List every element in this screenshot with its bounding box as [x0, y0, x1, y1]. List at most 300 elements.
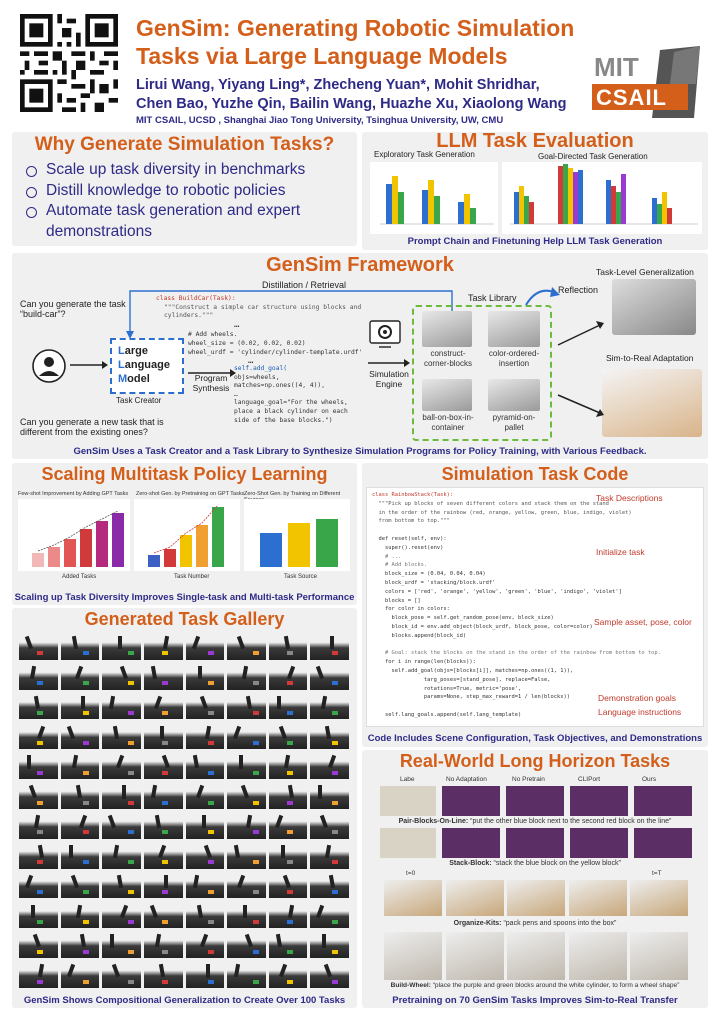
task-object-shape: [128, 830, 134, 834]
eval-right-chart-title: Goal-Directed Task Generation: [538, 152, 648, 161]
task-object-shape: [253, 801, 259, 805]
gallery-thumbnail: [310, 812, 349, 839]
real-task4-text: “place the purple and green blocks around the white cylinder, to form a wheel shape”: [430, 982, 680, 989]
gallery-thumbnail: [19, 842, 58, 869]
real-task3: [366, 920, 704, 927]
task-object-shape: [253, 830, 259, 834]
fw-code-line-5: wheel_urdf = 'cylinder/cylinder-template.urdf': [188, 348, 363, 356]
robot-arm-shape: [78, 815, 86, 829]
task-object-shape: [208, 950, 214, 954]
real-photo: [507, 880, 565, 916]
gallery-thumbnail: [269, 693, 308, 720]
task-object-shape: [128, 980, 134, 984]
gallery-thumbnail: [227, 931, 266, 958]
task-object-shape: [83, 860, 89, 864]
robot-arm-shape: [246, 695, 252, 709]
gallery-thumbnail: [19, 872, 58, 899]
robot-arm-shape: [120, 904, 128, 918]
robot-arm-shape: [158, 845, 166, 859]
robot-arm-shape: [120, 666, 128, 680]
task-object-shape: [287, 711, 293, 715]
robot-arm-shape: [38, 845, 44, 859]
gallery-thumbnail: [19, 723, 58, 750]
robot-arm-shape: [70, 874, 78, 888]
robot-arm-shape: [79, 934, 85, 948]
robot-arm-shape: [288, 785, 294, 799]
robot-arm-shape: [324, 964, 332, 978]
gallery-thumbnail: [227, 723, 266, 750]
real-task2-name: Stack-Block:: [449, 860, 492, 867]
robot-arm-shape: [237, 874, 245, 888]
real-col-cliport: CLIPort: [578, 776, 601, 783]
task-object-shape: [83, 950, 89, 954]
gallery-thumbnail: [144, 723, 183, 750]
gallery-thumbnail: [310, 693, 349, 720]
task-object-shape: [162, 950, 168, 954]
code-line: params=None, step_max_reward=1 / len(blocks)): [372, 694, 570, 701]
gallery-thumbnail: [144, 931, 183, 958]
real-photo: [384, 932, 442, 980]
task-object-shape: [37, 681, 43, 685]
gallery-thumbnail: [144, 872, 183, 899]
gallery-thumbnail: [310, 752, 349, 779]
gallery-thumbnail: [102, 752, 141, 779]
task-object-shape: [128, 681, 134, 685]
gallery-thumbnail: [186, 633, 225, 660]
gallery-grid: [18, 632, 351, 990]
robot-arm-shape: [81, 696, 85, 709]
robot-arm-shape: [202, 815, 206, 828]
llm-language: anguage: [124, 359, 170, 371]
gallery-thumbnail: [227, 872, 266, 899]
robot-arm-shape: [234, 845, 240, 859]
task-object-shape: [162, 980, 168, 984]
code-line: def reset(self, env):: [372, 535, 447, 542]
task-level-label: Task-Level Generalization: [596, 267, 694, 277]
real-panel: [362, 750, 708, 1008]
robot-arm-shape: [75, 785, 81, 799]
robot-arm-shape: [113, 845, 119, 859]
gallery-thumbnail: [102, 812, 141, 839]
task-object-shape: [128, 860, 134, 864]
fw-code-line-9: matches=np.ones((4, 4)),: [234, 382, 325, 390]
task-object-shape: [162, 860, 168, 864]
code-line: colors = ['red', 'orange', 'yellow', 'green', 'blue', 'indigo', 'violet']: [372, 588, 622, 595]
scaling-chart3-xlabel: Task Source: [284, 574, 318, 580]
eval-right-chart: [502, 162, 702, 234]
task-object-shape: [37, 801, 43, 805]
real-row2-img-1: [442, 828, 500, 858]
task-object-shape: [83, 651, 89, 655]
code-panel: [362, 463, 708, 747]
task-creator-label: Task Creator: [116, 396, 162, 405]
code-line: blocks = []: [372, 597, 421, 604]
robot-arm-shape: [206, 964, 210, 977]
framework-question-1: Can you generate the task “build-car”?: [20, 299, 126, 319]
scaling-chart2-xlabel: Task Number: [174, 574, 210, 580]
task-object-shape: [287, 950, 293, 954]
llm-large: arge: [124, 345, 148, 357]
robot-arm-shape: [234, 964, 240, 978]
gallery-thumbnail: [19, 902, 58, 929]
task-object-shape: [83, 711, 89, 715]
scaling-chart1-title: Few-shot Improvement by Adding GPT Tasks: [18, 491, 129, 497]
task-object-shape: [37, 980, 43, 984]
robot-arm-shape: [284, 755, 290, 769]
robot-arm-shape: [31, 905, 35, 918]
gallery-thumbnail: [102, 663, 141, 690]
robot-arm-shape: [71, 636, 77, 650]
gallery-thumbnail: [227, 782, 266, 809]
gallery-thumbnail: [61, 812, 100, 839]
robot-arm-shape: [275, 815, 283, 829]
robot-arm-shape: [151, 785, 157, 799]
robot-arm-shape: [329, 874, 335, 888]
robot-arm-shape: [66, 725, 74, 739]
robot-arm-shape: [330, 636, 334, 649]
task-object-shape: [332, 830, 338, 834]
poster-title: [136, 14, 576, 70]
task-object-shape: [162, 741, 168, 745]
code-line: from bottom to top.""": [372, 518, 450, 525]
code-line: block_urdf = 'stacking/block.urdf': [372, 579, 496, 586]
robot-arm-shape: [237, 636, 245, 650]
real-robot-render: [602, 369, 702, 437]
logo-csail: CSAIL: [596, 85, 667, 110]
gallery-thumbnail: [227, 842, 266, 869]
gallery-thumbnail: [102, 902, 141, 929]
real-photo: [384, 880, 442, 916]
why-panel: [12, 132, 357, 246]
real-row1-img-4: [634, 786, 692, 816]
real-row4-images: [384, 932, 690, 980]
task-thumb-1: [422, 311, 472, 347]
task-object-shape: [208, 860, 214, 864]
task-object-shape: [208, 980, 214, 984]
task-object-shape: [83, 771, 89, 775]
gallery-thumbnail: [186, 812, 225, 839]
gallery-thumbnail: [144, 782, 183, 809]
gallery-thumbnail: [310, 872, 349, 899]
code-note-1: Task Descriptions: [596, 493, 663, 503]
task-object-shape: [287, 681, 293, 685]
task-object-shape: [253, 920, 259, 924]
code-line: class RainbowStack(Task):: [372, 492, 454, 498]
framework-caption: GenSim Uses a Task Creator and a Task Library to Synthesize Simulation Programs for Policy Training, with Various Feedback.: [73, 446, 647, 457]
gallery-thumbnail: [61, 902, 100, 929]
gallery-thumbnail: [269, 723, 308, 750]
gallery-thumbnail: [186, 723, 225, 750]
authors-line-2: Chen Bao, Yuzhe Qin, Bailin Wang, Huazhe Xu, Xiaolong Wang: [136, 96, 567, 112]
task-object-shape: [332, 950, 338, 954]
robot-arm-shape: [75, 904, 81, 918]
robot-arm-shape: [284, 636, 290, 650]
fw-code-line-12: place a black cylinder on each: [234, 407, 348, 415]
task-object-shape: [128, 950, 134, 954]
robot-arm-shape: [118, 636, 122, 649]
code-note-5: Language instructions: [598, 707, 682, 717]
task-object-shape: [37, 860, 43, 864]
task-object-shape: [287, 771, 293, 775]
gallery-thumbnail: [19, 931, 58, 958]
robot-arm-shape: [69, 845, 73, 858]
robot-arm-shape: [33, 934, 41, 948]
task-library-label: Task Library: [468, 293, 517, 303]
code-line: self.add_goal(objs=[blocks[i]], matches=np.ones((1, 1)),: [372, 667, 574, 674]
task-object-shape: [287, 860, 293, 864]
task-object-shape: [208, 771, 214, 775]
robot-arm-shape: [316, 904, 324, 918]
robot-arm-shape: [283, 874, 291, 888]
task-object-shape: [253, 681, 259, 685]
real-col-noadapt: No Adaptation: [446, 776, 487, 783]
robot-arm-shape: [287, 666, 295, 680]
real-col-ours: Ours: [642, 776, 657, 783]
task-object-shape: [332, 801, 338, 805]
task-object-shape: [37, 771, 43, 775]
real-tT-label: t=T: [652, 870, 662, 877]
llm-model: odel: [127, 373, 150, 385]
gallery-thumbnail: [144, 633, 183, 660]
task-object-shape: [287, 801, 293, 805]
robot-arm-shape: [191, 636, 199, 650]
robot-arm-shape: [164, 875, 168, 888]
task-object-shape: [162, 830, 168, 834]
framework-title: GenSim Framework: [266, 254, 454, 276]
eval-caption: Prompt Chain and Finetuning Help LLM Task Generation: [407, 236, 663, 247]
task-object-shape: [287, 920, 293, 924]
task-object-shape: [208, 651, 214, 655]
robot-arm-shape: [150, 904, 158, 918]
robot-arm-shape: [122, 785, 126, 798]
robot-arm-shape: [109, 695, 115, 709]
framework-code-goal: [234, 365, 374, 425]
fw-code-line-4: wheel_size = (0.02, 0.02, 0.02): [188, 339, 306, 347]
robot-arm-shape: [233, 725, 241, 739]
robot-arm-shape: [243, 905, 247, 918]
gallery-thumbnail: [102, 961, 141, 988]
robot-arm-shape: [74, 666, 82, 680]
distill-label: Distillation / Retrieval: [262, 280, 347, 290]
task-object-shape: [287, 890, 293, 894]
gear-icon: [368, 319, 402, 351]
scaling-panel: [12, 463, 357, 605]
code-line: [372, 702, 622, 711]
code-line: block_pose = self.get_random_pose(env, block_size): [372, 615, 554, 622]
gallery-thumbnail: [186, 931, 225, 958]
real-row2-img-4: [634, 828, 692, 858]
gallery-thumbnail: [269, 961, 308, 988]
task-name-3: ball-on-box-in-container: [422, 413, 474, 432]
code-line: [372, 526, 622, 535]
real-task2-text: “stack the blue block on the yellow block”: [491, 860, 621, 867]
task-object-shape: [287, 830, 293, 834]
robot-arm-shape: [25, 636, 33, 650]
gallery-thumbnail: [186, 752, 225, 779]
gallery-thumbnail: [227, 812, 266, 839]
real-photo: [630, 932, 688, 980]
gallery-thumbnail: [102, 782, 141, 809]
task-object-shape: [332, 920, 338, 924]
gallery-thumbnail: [269, 931, 308, 958]
real-photo: [507, 932, 565, 980]
robot-arm-shape: [192, 755, 198, 769]
real-col-nopretrain: No Pretrain: [512, 776, 545, 783]
gallery-thumbnail: [61, 782, 100, 809]
task-object-shape: [208, 741, 214, 745]
task-object-shape: [83, 830, 89, 834]
gallery-thumbnail: [61, 931, 100, 958]
robot-arm-shape: [151, 666, 157, 680]
code-caption: Code Includes Scene Configuration, Task Objectives, and Demonstrations: [367, 733, 703, 744]
task-object-shape: [83, 920, 89, 924]
robot-arm-shape: [159, 964, 165, 978]
real-row1-img-1: [442, 786, 500, 816]
scaling-title: Scaling Multitask Policy Learning: [41, 464, 328, 484]
gallery-thumbnail: [61, 693, 100, 720]
gallery-thumbnail: [269, 842, 308, 869]
robot-arm-shape: [246, 815, 252, 829]
gallery-thumbnail: [144, 812, 183, 839]
scaling-caption: Scaling up Task Diversity Improves Single-task and Multi-task Performance: [14, 592, 355, 603]
task-object-shape: [37, 711, 43, 715]
robot-arm-shape: [38, 964, 44, 978]
robot-arm-shape: [322, 934, 326, 947]
task-object-shape: [162, 920, 168, 924]
task-object-shape: [253, 980, 259, 984]
real-photo: [630, 880, 688, 916]
gallery-thumbnail: [186, 842, 225, 869]
user-icon: [32, 349, 66, 383]
robot-arm-shape: [163, 636, 169, 650]
task-name-1: construct-corner-blocks: [423, 349, 472, 368]
real-caption: Pretraining on 70 GenSim Tasks Improves Sim-to-Real Transfer: [392, 995, 678, 1006]
code-line: # Add blocks.: [372, 562, 428, 569]
sim2real-label: Sim-to-Real Adaptation: [606, 353, 694, 363]
robot-arm-shape: [279, 725, 287, 739]
robot-arm-shape: [155, 934, 161, 948]
code-line: block_id = env.add_object(block_urdf, block_pose, color=color): [372, 623, 593, 630]
robot-arm-shape: [162, 755, 170, 769]
robot-arm-shape: [25, 874, 33, 888]
real-task3-name: Organize-Kits:: [453, 920, 502, 927]
logo-mit: MIT: [594, 52, 639, 82]
task-object-shape: [83, 681, 89, 685]
code-line: # ...: [372, 553, 402, 560]
real-task1-text: “put the other blue block next to the second red block on the line”: [468, 818, 672, 825]
gallery-thumbnail: [102, 693, 141, 720]
scaling-chart3-title: Zero-Shot Gen. by Training on Different: [244, 491, 341, 497]
real-task2: [366, 860, 704, 867]
robot-arm-shape: [110, 934, 114, 947]
gallery-thumbnail: [227, 961, 266, 988]
robot-arm-shape: [198, 666, 202, 679]
task-object-shape: [83, 980, 89, 984]
task-thumb-2: [488, 311, 540, 347]
robot-arm-shape: [116, 755, 124, 769]
framework-question-2: Can you generate a new task that is different from the existing ones?: [20, 417, 164, 437]
gallery-thumbnail: [144, 902, 183, 929]
gallery-thumbnail: [269, 812, 308, 839]
code-line: block_size = (0.04, 0.04, 0.04): [372, 571, 486, 578]
robot-arm-shape: [204, 725, 210, 739]
task-object-shape: [287, 741, 293, 745]
gallery-thumbnail: [19, 752, 58, 779]
arrow-user-to-llm: [68, 359, 108, 371]
task-object-shape: [253, 741, 259, 745]
gallery-title: Generated Task Gallery: [84, 609, 285, 629]
eval-left-chart: [370, 162, 498, 234]
fw-code-line-13: side of the base blocks."): [234, 416, 333, 424]
robot-arm-shape: [112, 964, 120, 978]
robot-arm-shape: [320, 815, 328, 829]
fw-code-line-10: …: [234, 390, 238, 398]
robot-arm-shape: [325, 845, 331, 859]
gallery-thumbnail: [310, 663, 349, 690]
code-line: blocks.append(block_id): [372, 632, 467, 639]
real-row3-images: [384, 880, 690, 916]
robot-arm-shape: [199, 695, 207, 709]
task-object-shape: [208, 890, 214, 894]
task-object-shape: [332, 711, 338, 715]
reflection-label: Reflection: [558, 285, 599, 295]
code-line: super().reset(env): [372, 544, 444, 551]
robot-arm-shape: [288, 904, 294, 918]
fw-code-line-0: class BuildCar(Task):: [156, 295, 236, 302]
task-object-shape: [162, 801, 168, 805]
why-bullet-3: Automate task generation and expert demonstrations: [26, 201, 354, 242]
gallery-thumbnail: [186, 872, 225, 899]
fw-code-line-6: …: [248, 356, 254, 367]
gallery-thumbnail: [61, 633, 100, 660]
task-object-shape: [128, 890, 134, 894]
llm-l-letter: L: [118, 345, 125, 357]
robot-arm-shape: [192, 874, 198, 888]
framework-code: [156, 295, 376, 366]
task-object-shape: [128, 741, 134, 745]
gallery-thumbnail: [19, 812, 58, 839]
task-object-shape: [83, 890, 89, 894]
task-object-shape: [128, 651, 134, 655]
gallery-caption: GenSim Shows Compositional Generalization to Create Over 100 Tasks: [23, 995, 346, 1006]
real-row1-label-img: [380, 786, 436, 816]
task-object-shape: [253, 950, 259, 954]
gallery-thumbnail: [102, 723, 141, 750]
robot-arm-shape: [239, 755, 243, 768]
framework-panel: [12, 253, 708, 459]
robot-arm-shape: [316, 666, 324, 680]
arrow-code-to-engine: [366, 357, 410, 369]
gallery-thumbnail: [186, 782, 225, 809]
robot-arm-shape: [203, 845, 211, 859]
mit-csail-logo: [590, 44, 702, 122]
robot-arm-shape: [281, 845, 285, 858]
scaling-chart1-xlabel: Added Tasks: [62, 574, 97, 580]
task-object-shape: [37, 920, 43, 924]
task-object-shape: [83, 741, 89, 745]
fw-code-line-3: # Add wheels.: [188, 331, 238, 339]
code-title: Simulation Task Code: [441, 464, 629, 484]
code-line: for color in colors:: [372, 606, 450, 613]
fw-code-line-11: language_goal="For the wheels,: [234, 399, 348, 407]
robot-arm-shape: [318, 785, 322, 798]
arrow-to-sim2real: [556, 391, 606, 421]
robot-arm-shape: [277, 696, 281, 709]
gallery-thumbnail: [61, 663, 100, 690]
affiliations: MIT CSAIL, UCSD , Shanghai Jiao Tong University, Tsinghua University, UW, CMU: [136, 115, 504, 126]
robot-arm-shape: [113, 725, 119, 739]
gallery-thumbnail: [61, 872, 100, 899]
